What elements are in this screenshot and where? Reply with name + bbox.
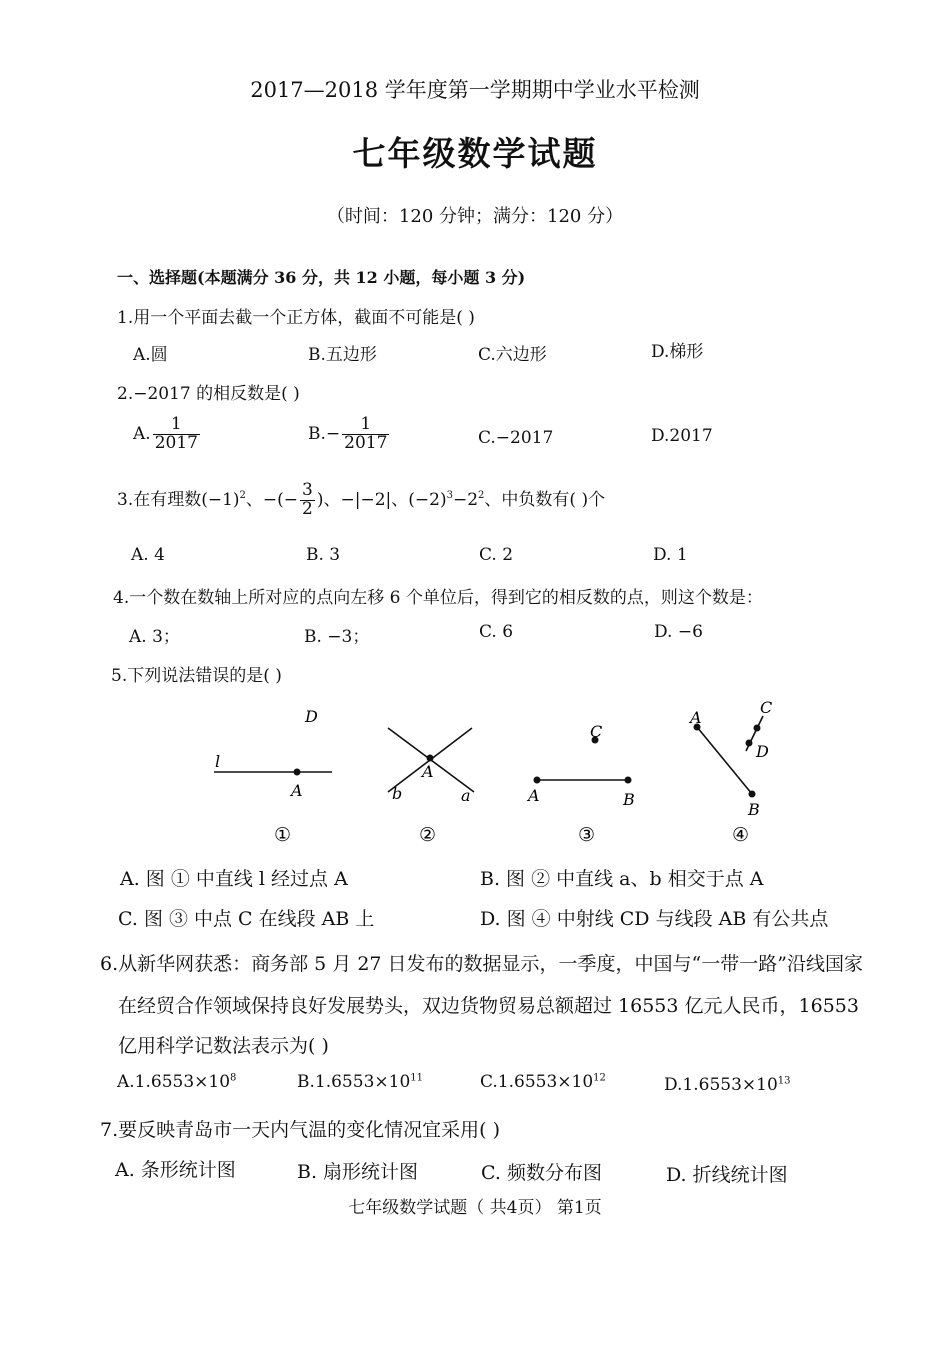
q4-option-b: B. −3；: [304, 627, 370, 647]
label-d: D: [305, 707, 318, 726]
q4-option-a: A. 3；: [129, 627, 180, 647]
q5-option-c: C. 图 ③ 中点 C 在线段 AB 上: [118, 908, 375, 930]
q4-stem: 4.一个数在数轴上所对应的点向左移 6 个单位后，得到它的相反数的点，则这个数是：: [113, 588, 763, 608]
q4-option-c: C. 6: [479, 622, 514, 642]
label-a: A: [690, 708, 702, 727]
q6-line-1: 6.从新华网获悉：商务部 5 月 27 日发布的数据显示，一季度，中国与“一带一路”沿线国家: [100, 953, 863, 975]
q2-option-d: D.2017: [651, 426, 713, 446]
label-l: l: [215, 752, 221, 771]
figure-number: ③: [578, 824, 596, 846]
q1-option-c: C.六边形: [478, 345, 547, 365]
label-b: b: [392, 784, 403, 803]
label-a: A: [528, 786, 540, 805]
label-c: C: [590, 722, 603, 741]
point-a: [294, 769, 301, 776]
point-d: [746, 740, 753, 747]
q3-option-b: B. 3: [306, 545, 341, 565]
label-b: B: [623, 790, 635, 809]
q4-option-d: D. −6: [654, 622, 703, 642]
point-b: [625, 777, 632, 784]
q6-option-d: $D.1.6553\times 10^{13}$: [664, 1075, 791, 1095]
q2-stem: 2.−2017 的相反数是( ): [117, 384, 300, 404]
figure-number: ④: [732, 824, 750, 846]
label-b: B: [748, 800, 760, 819]
exam-subtitle: （时间：120 分钟；满分：120 分）: [326, 206, 624, 227]
point-a: [534, 777, 541, 784]
figure-2: [388, 728, 474, 846]
q5-option-a: A. 图 ① 中直线 l 经过点 A: [120, 868, 348, 890]
q7-stem: 7.要反映青岛市一天内气温的变化情况宜采用( ): [100, 1119, 500, 1141]
figure-4: [688, 698, 772, 846]
q2-option-b: B.− $\frac{1}{2017}$: [308, 414, 388, 453]
q3-option-a: A. 4: [131, 545, 165, 565]
q7-option-a: A. 条形统计图: [115, 1159, 236, 1181]
figure-number: ①: [274, 824, 292, 846]
label-d: D: [756, 742, 769, 761]
figure-number: ②: [419, 824, 437, 846]
section-title: 一、选择题(本题满分 36 分，共 12 小题，每小题 3 分): [117, 268, 526, 287]
q5-stem: 5.下列说法错误的是( ): [111, 666, 282, 686]
q3-option-c: C. 2: [479, 545, 514, 565]
q6-option-c: $C.1.6553\times 10^{12}$: [480, 1072, 606, 1092]
q2-option-a: A. $\frac{1}{2017}$: [133, 414, 198, 453]
label-c: C: [760, 698, 773, 717]
q3-option-d: D. 1: [653, 545, 688, 565]
point-b: [749, 791, 756, 798]
point-a: [427, 755, 434, 762]
figure-3: [526, 722, 635, 846]
q1-option-a: A.圆: [133, 345, 168, 365]
q6-option-a: $A.1.6553\times 10^8$: [117, 1072, 237, 1092]
label-a-line: a: [461, 786, 471, 805]
label-a: A: [291, 781, 303, 800]
q7-option-d: D. 折线统计图: [666, 1164, 788, 1186]
page-footer: 七年级数学试题（ 共4页） 第1页: [348, 1198, 602, 1218]
segment-ab: [697, 727, 752, 794]
label-a: A: [422, 762, 434, 781]
point-c: [754, 725, 761, 732]
figure-1: [214, 707, 332, 846]
q5-option-b: B. 图 ② 中直线 a、b 相交于点 A: [480, 868, 764, 890]
q1-option-b: B.五边形: [308, 345, 377, 365]
q6-option-b: $B.1.6553\times 10^{11}$: [297, 1072, 423, 1092]
q7-option-c: C. 频数分布图: [481, 1162, 602, 1184]
exam-header-line: 2017—2018 学年度第一学期期中学业水平检测: [250, 78, 700, 102]
q1-stem: 1.用一个平面去截一个正方体，截面不可能是( ): [117, 308, 475, 328]
q2-option-c: C.−2017: [478, 428, 554, 448]
page-title: 七年级数学试题: [352, 134, 598, 173]
q3-stem: 3.在有理数$(-1)^2$、−(− $\frac{3}{2}$ )、−|−2|、$(-2)^3-2^2$、中负数有( )个: [117, 480, 606, 519]
q7-option-b: B. 扇形统计图: [297, 1161, 419, 1183]
q5-figures: [190, 695, 810, 855]
q1-option-d: D.梯形: [651, 342, 704, 362]
q5-option-d: D. 图 ④ 中射线 CD 与线段 AB 有公共点: [480, 908, 829, 930]
q6-line-3: 亿用科学记数法表示为( ): [118, 1035, 329, 1057]
q6-line-2: 在经贸合作领域保持良好发展势头，双边货物贸易总额超过 16553 亿元人民币，16553: [118, 995, 859, 1017]
